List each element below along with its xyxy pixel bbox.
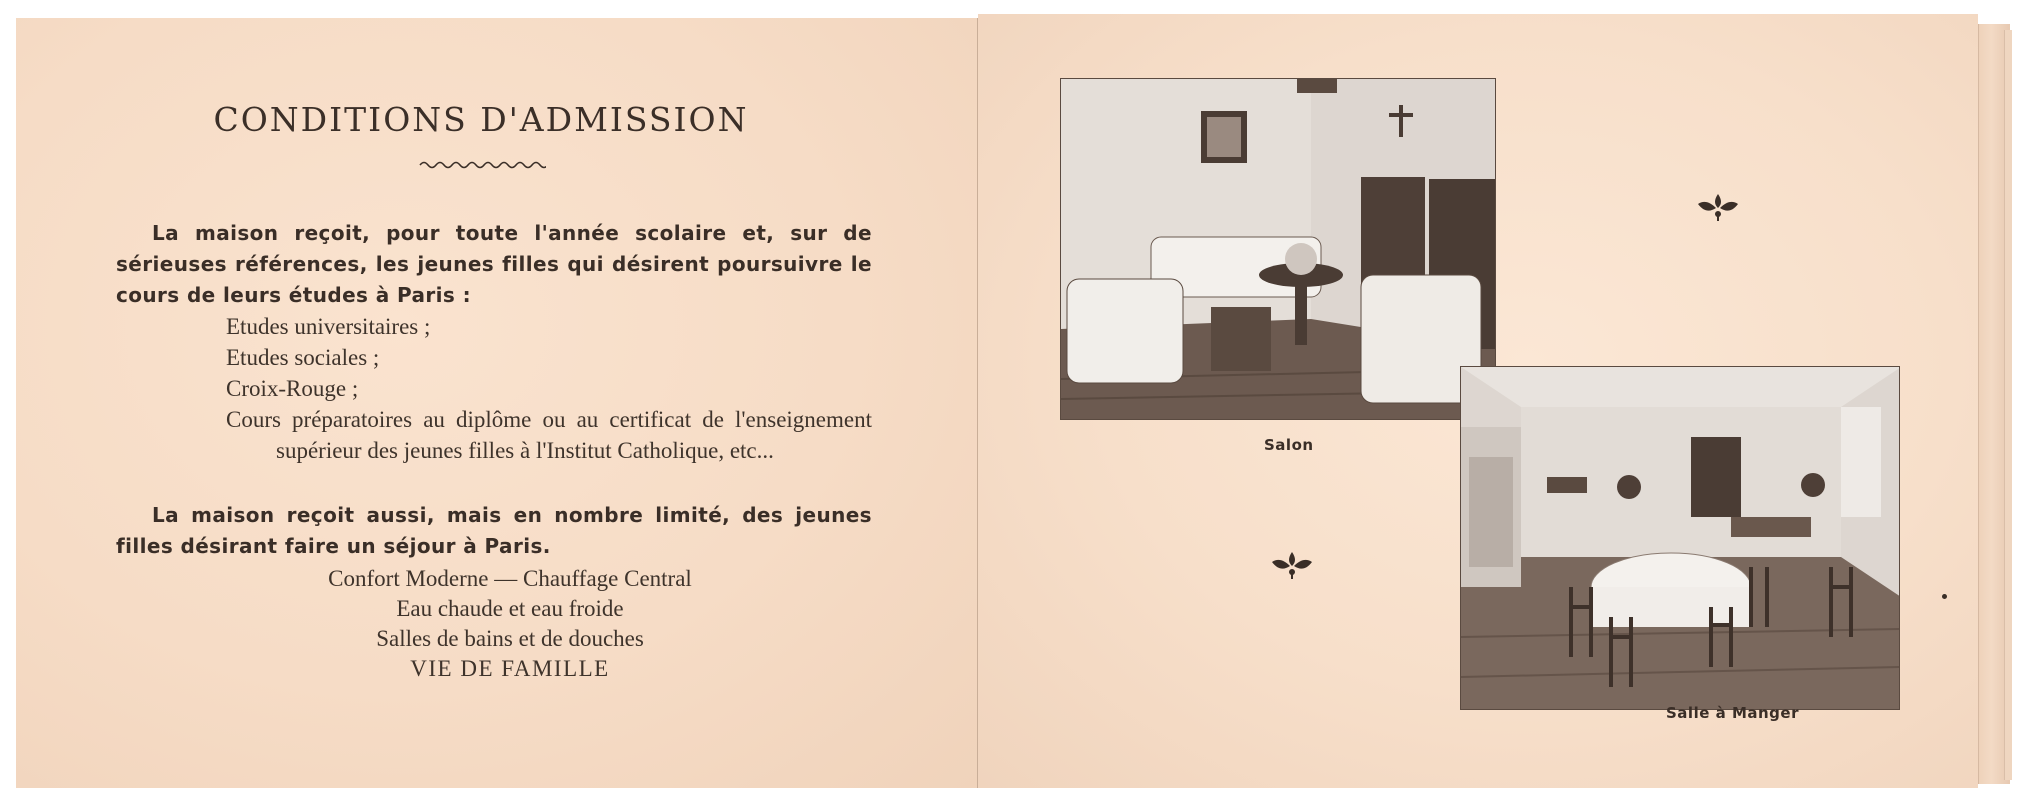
dining-room-photo <box>1460 366 1900 710</box>
fleuron-ornament-icon <box>1270 548 1314 580</box>
list-item: Croix-Rouge ; <box>226 376 359 401</box>
salon-caption: Salon <box>1264 436 1314 454</box>
list-item: Salles de bains et de douches <box>376 626 644 651</box>
second-paragraph: La maison reçoit aussi, mais en nombre limité, des jeunes filles désirant faire un séjour à Paris. <box>116 503 872 558</box>
intro-paragraph: La maison reçoit, pour toute l'année scolaire et, sur de sérieuses références, les jeunes filles qui désirent poursuivre le cours de leurs études à Paris : <box>116 221 872 307</box>
list-item: Etudes universitaires ; <box>226 314 431 339</box>
list-item: Confort Moderne — Chauffage Central <box>328 566 692 591</box>
list-item: Etudes sociales ; <box>226 345 380 370</box>
title-underline-ornament <box>418 158 546 172</box>
list-item: Cours préparatoires au diplôme ou au certificat de l'enseignement supérieur des jeunes filles à l'Institut Catholique, etc... <box>226 407 872 463</box>
ink-dot <box>1942 594 1947 599</box>
amenities-list <box>210 564 810 684</box>
list-item: Eau chaude et eau froide <box>396 596 624 621</box>
list-item: VIE DE FAMILLE <box>410 656 610 681</box>
studies-list <box>226 311 872 466</box>
dining-room-caption: Salle à Manger <box>1666 704 1799 722</box>
page-edge-inner <box>2004 30 2012 780</box>
page-title: CONDITIONS D'ADMISSION <box>213 100 749 139</box>
fleuron-ornament-icon <box>1696 190 1740 222</box>
salon-photo <box>1060 78 1496 420</box>
